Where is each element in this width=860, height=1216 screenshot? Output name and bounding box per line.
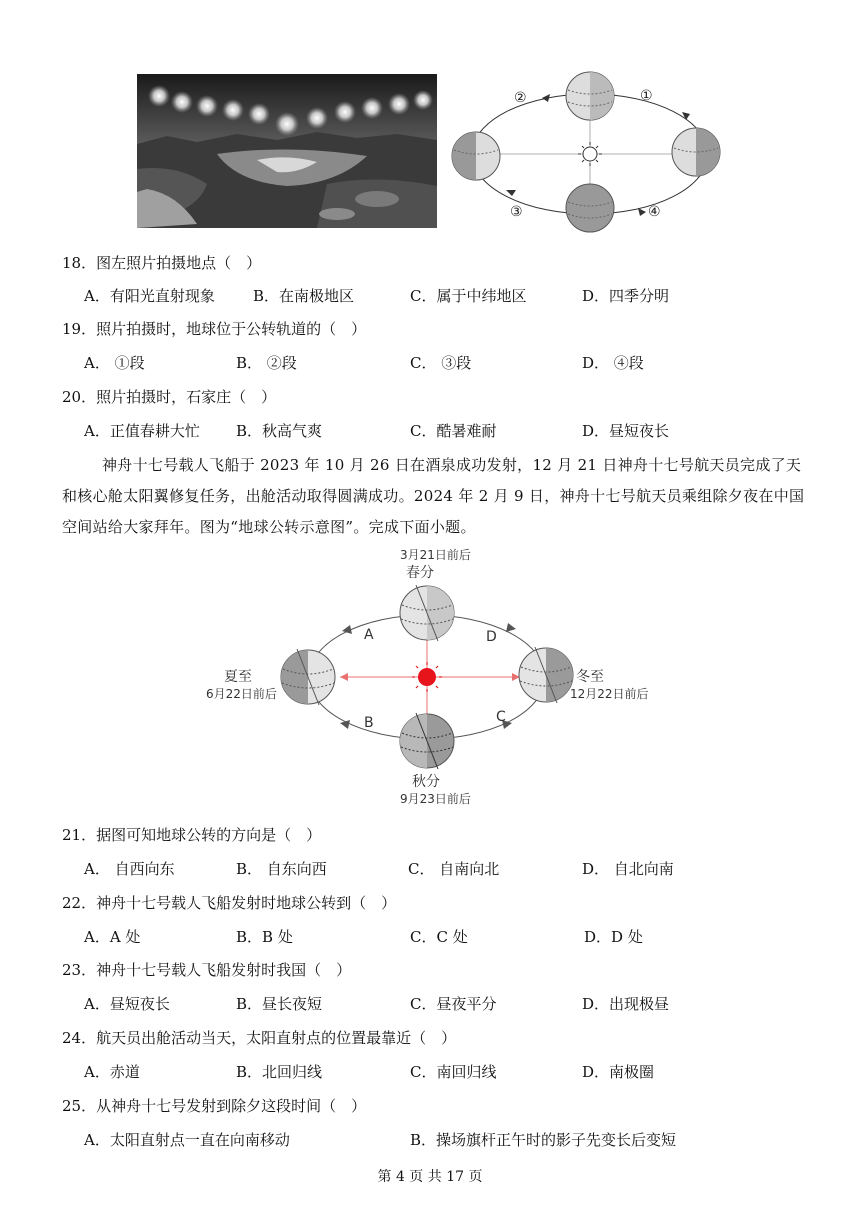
label-spring-equinox: 春分 xyxy=(406,565,434,581)
arc-label-c: C xyxy=(496,709,506,725)
q21-option-a[interactable]: A． 自西向东 xyxy=(84,860,175,878)
earth-spring-equinox xyxy=(400,585,454,641)
q19-option-d[interactable]: D． ④段 xyxy=(582,354,644,372)
earth-summer-solstice xyxy=(281,649,335,705)
q23-option-a[interactable]: A．昼短夜长 xyxy=(84,995,170,1013)
earth-revolution-diagram xyxy=(200,545,660,810)
q22-option-b[interactable]: B．B 处 xyxy=(236,928,293,946)
earth-left xyxy=(452,132,500,180)
earth-bottom xyxy=(566,184,614,232)
arc-label-d: D xyxy=(486,629,497,645)
question-20: 20．照片拍摄时，石家庄（ ） xyxy=(62,388,277,406)
q19-option-b[interactable]: B． ②段 xyxy=(236,354,297,372)
earth-right xyxy=(672,128,720,176)
sun-icon xyxy=(418,668,436,686)
q18-option-c[interactable]: C．属于中纬地区 xyxy=(410,287,527,305)
q19-option-c[interactable]: C． ③段 xyxy=(410,354,472,372)
q21-option-c[interactable]: C． 自南向北 xyxy=(408,860,500,878)
q22-option-a[interactable]: A．A 处 xyxy=(84,928,141,946)
question-23: 23．神舟十七号载人飞船发射时我国（ ） xyxy=(62,961,352,979)
label-autumn-equinox: 秋分 xyxy=(412,774,440,790)
page-footer: 第 4 页 共 17 页 xyxy=(377,1169,483,1185)
earth-winter-solstice xyxy=(519,647,573,703)
q18-option-a[interactable]: A．有阳光直射现象 xyxy=(84,287,215,305)
q19-option-a[interactable]: A． ①段 xyxy=(84,354,145,372)
q18-option-d[interactable]: D．四季分明 xyxy=(582,287,670,305)
q22-option-d[interactable]: D．D 处 xyxy=(584,928,643,946)
earth-top xyxy=(566,72,614,120)
question-24: 24．航天员出舱活动当天，太阳直射点的位置最靠近（ ） xyxy=(62,1029,457,1047)
q22-option-c[interactable]: C．C 处 xyxy=(410,928,468,946)
segment-label-3: ③ xyxy=(510,204,523,220)
q23-option-d[interactable]: D．出现极昼 xyxy=(582,995,670,1013)
q20-option-c[interactable]: C．酷暑难耐 xyxy=(410,422,497,440)
orbit-diagram-segments xyxy=(450,68,730,238)
q25-option-a[interactable]: A．太阳直射点一直在向南移动 xyxy=(84,1131,290,1149)
q24-option-b[interactable]: B．北回归线 xyxy=(236,1063,323,1081)
q21-option-d[interactable]: D． 自北向南 xyxy=(582,860,674,878)
q21-option-b[interactable]: B． 自东向西 xyxy=(236,860,327,878)
label-summer-date: 6月22日前后 xyxy=(206,687,277,701)
earth-autumn-equinox xyxy=(400,713,454,769)
arc-label-b: B xyxy=(364,715,374,731)
q23-option-c[interactable]: C．昼夜平分 xyxy=(410,995,497,1013)
question-18: 18．图左照片拍摄地点（ ） xyxy=(62,254,262,272)
segment-label-4: ④ xyxy=(648,204,661,220)
question-22: 22．神舟十七号载人飞船发射时地球公转到（ ） xyxy=(62,894,397,912)
q24-option-a[interactable]: A．赤道 xyxy=(84,1063,140,1081)
q18-option-b[interactable]: B．在南极地区 xyxy=(253,287,355,305)
arc-label-a: A xyxy=(364,627,374,643)
q23-option-b[interactable]: B．昼长夜短 xyxy=(236,995,323,1013)
label-spring-date: 3月21日前后 xyxy=(400,548,471,562)
q24-option-d[interactable]: D．南极圈 xyxy=(582,1063,655,1081)
q20-option-d[interactable]: D．昼短夜长 xyxy=(582,422,670,440)
q25-option-b[interactable]: B．操场旗杆正午时的影子先变长后变短 xyxy=(410,1131,677,1149)
question-25: 25．从神舟十七号发射到除夕这段时间（ ） xyxy=(62,1097,367,1115)
reading-passage: 神舟十七号载人飞船于 2023 年 10 月 26 日在酒泉成功发射，12 月 21 日神舟十七号航天员完成了天和核心舱太阳翼修复任务，出舱活动取得圆满成功。2024 年 2 月 9 日，神舟十七号航天员乘组除夕夜在中国空间站给大家拜年。图为“地球公转示意图”。完成下面小题。 xyxy=(62,456,805,536)
segment-label-1: ① xyxy=(640,88,653,104)
segment-label-2: ② xyxy=(514,90,527,106)
q24-option-c[interactable]: C．南回归线 xyxy=(410,1063,497,1081)
label-winter-date: 12月22日前后 xyxy=(570,687,649,701)
midnight-sun-photo xyxy=(137,74,437,228)
q20-option-b[interactable]: B．秋高气爽 xyxy=(236,422,323,440)
label-autumn-date: 9月23日前后 xyxy=(400,792,471,806)
question-21: 21．据图可知地球公转的方向是（ ） xyxy=(62,826,322,844)
label-summer-solstice: 夏至 xyxy=(224,669,252,685)
label-winter-solstice: 冬至 xyxy=(576,669,604,685)
question-19: 19．照片拍摄时，地球位于公转轨道的（ ） xyxy=(62,320,367,338)
q20-option-a[interactable]: A．正值春耕大忙 xyxy=(84,422,200,440)
